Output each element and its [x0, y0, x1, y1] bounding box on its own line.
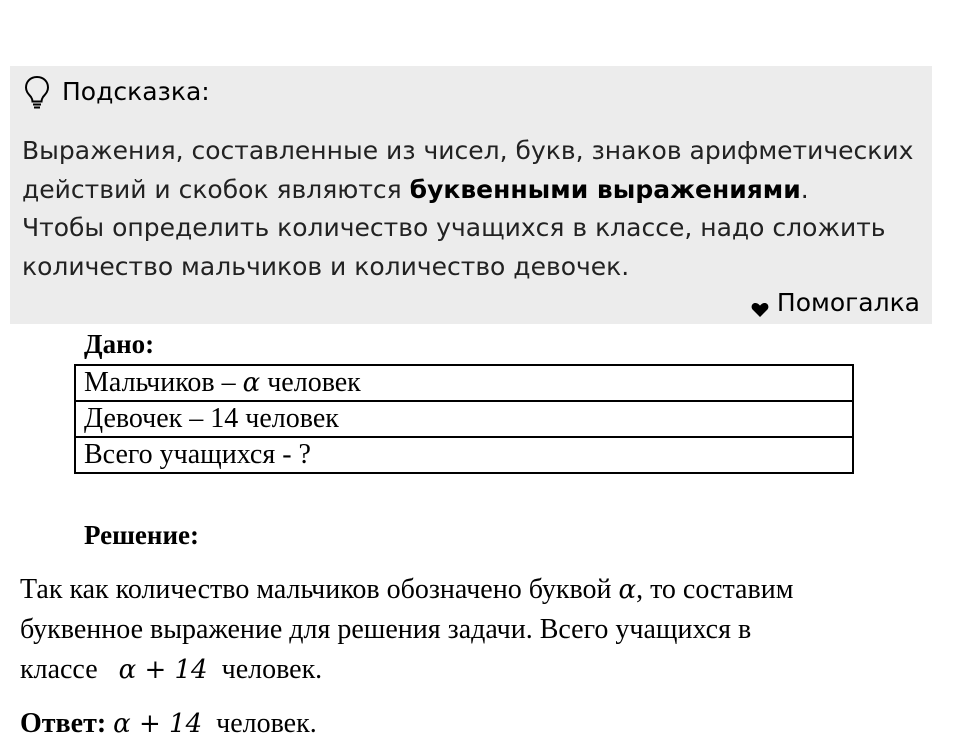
hint-box	[10, 66, 932, 324]
table-row	[75, 437, 853, 473]
hint-line: количество мальчиков и количество девочек.	[22, 251, 630, 281]
hint-line	[22, 171, 922, 210]
table-row	[75, 365, 853, 401]
solution-line: буквенное выражение для решения задачи. Всего учащихся в	[20, 614, 752, 645]
solution-fragment: , то составим	[636, 574, 794, 605]
answer	[20, 704, 317, 744]
answer-text: человек.	[209, 708, 317, 739]
heart-icon	[751, 295, 769, 311]
solution-fragment: человек.	[214, 654, 323, 685]
given-table	[74, 364, 854, 474]
signature	[751, 288, 920, 318]
hint-line: Чтобы определить количество учащихся в классе, надо сложить	[22, 213, 886, 242]
given-cell-boys	[75, 365, 853, 401]
math-expression: α + 14	[118, 655, 208, 685]
hint-text: действий и скобок являются	[22, 174, 410, 204]
hint-header	[22, 74, 210, 110]
math-alpha: α	[618, 575, 637, 605]
given-heading: Дано:	[84, 329, 155, 359]
solution-fragment: Так как количество мальчиков обозначено буквой	[20, 574, 619, 605]
signature-label: Помогалка	[776, 288, 920, 317]
solution-line	[20, 570, 940, 610]
hint-line: Выражения, составленные из чисел, букв, знаков арифметических	[22, 136, 914, 165]
solution-line	[20, 650, 940, 690]
hint-bold-term: буквенными выражениями	[409, 174, 801, 204]
hint-text: .	[800, 174, 809, 204]
solution-heading: Решение:	[84, 520, 199, 550]
solution-text	[20, 570, 940, 690]
given-cell-total: Всего учащихся - ?	[75, 437, 853, 473]
cell-text: человек	[260, 367, 361, 398]
answer-label: Ответ:	[20, 708, 107, 739]
cell-text: Мальчиков –	[84, 367, 243, 398]
solution-fragment: классе	[20, 654, 105, 685]
math-expression: α + 14	[113, 709, 203, 739]
hint-body	[22, 132, 922, 286]
lightbulb-icon	[22, 74, 52, 110]
math-alpha: α	[242, 368, 261, 398]
hint-title: Подсказка:	[62, 77, 210, 106]
table-row	[75, 401, 853, 437]
given-cell-girls: Девочек – 14 человек	[75, 401, 853, 437]
